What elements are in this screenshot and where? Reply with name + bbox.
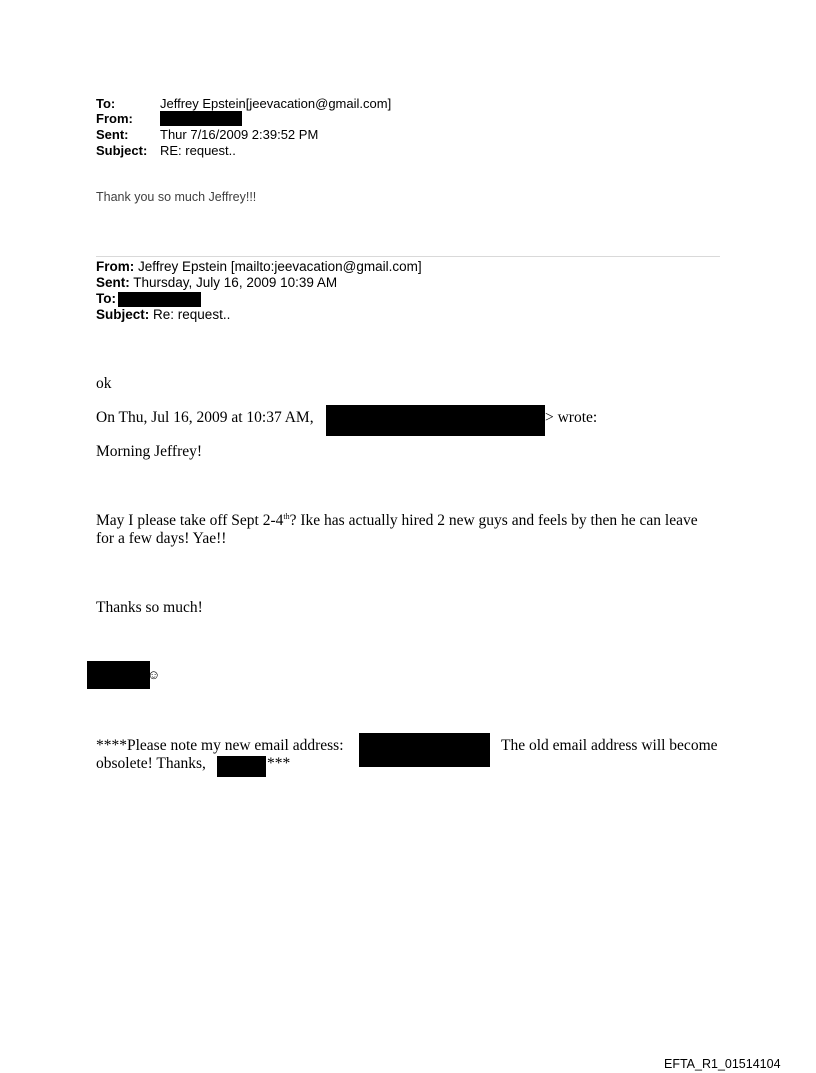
subject-label: Subject:	[96, 143, 148, 158]
request-sup: th	[283, 511, 290, 521]
sent-label: Sent:	[96, 127, 129, 142]
quoted-sent-value: Thursday, July 16, 2009 10:39 AM	[133, 275, 338, 290]
on-date-prefix: On Thu, Jul 16, 2009 at 10:37 AM,	[96, 409, 314, 426]
quoted-subject-line	[96, 307, 230, 322]
quoted-sent-label: Sent:	[96, 275, 130, 290]
redaction-new-email	[359, 733, 490, 767]
redaction-signature	[87, 661, 150, 689]
note-prefix: ****Please note my new email address:	[96, 737, 344, 754]
redaction-name	[217, 756, 266, 777]
reply-body: Thank you so much Jeffrey!!!	[96, 190, 257, 204]
request-part2: ? Ike has actually hired 2 new guys and feels by then he can leave	[289, 512, 698, 529]
quoted-from-value: Jeffrey Epstein [mailto:jeevacation@gmail.com]	[138, 259, 422, 274]
quoted-subject-value: Re: request..	[153, 307, 231, 322]
quoted-to-label: To:	[96, 291, 116, 306]
document-id: EFTA_R1_01514104	[664, 1057, 781, 1071]
thanks-text: Thanks so much!	[96, 599, 203, 616]
smiley-icon: ☺	[147, 667, 161, 682]
quoted-subject-label: Subject:	[96, 307, 150, 322]
quoted-sent-line	[96, 275, 337, 290]
separator-line	[96, 256, 720, 257]
redaction-sender	[326, 405, 545, 436]
quoted-from-line	[96, 259, 422, 274]
from-label: From:	[96, 111, 133, 126]
ok-text: ok	[96, 375, 112, 392]
sent-value: Thur 7/16/2009 2:39:52 PM	[160, 127, 319, 142]
request-line-1	[96, 512, 698, 530]
greeting: Morning Jeffrey!	[96, 443, 203, 460]
subject-value: RE: request..	[160, 143, 236, 158]
request-line-2: for a few days! Yae!!	[96, 530, 227, 547]
note-suffix: The old email address will become	[501, 737, 718, 754]
quoted-from-label: From:	[96, 259, 135, 274]
to-label: To:	[96, 96, 116, 111]
to-value: Jeffrey Epstein[jeevacation@gmail.com]	[160, 96, 392, 111]
request-part1: May I please take off Sept 2-4	[96, 512, 284, 529]
redaction-from	[160, 111, 242, 126]
redaction-quoted-to	[118, 292, 201, 307]
note-line2-suffix: ***	[267, 755, 291, 772]
on-date-suffix: > wrote:	[545, 409, 598, 426]
note-line2-prefix: obsolete! Thanks,	[96, 755, 206, 772]
